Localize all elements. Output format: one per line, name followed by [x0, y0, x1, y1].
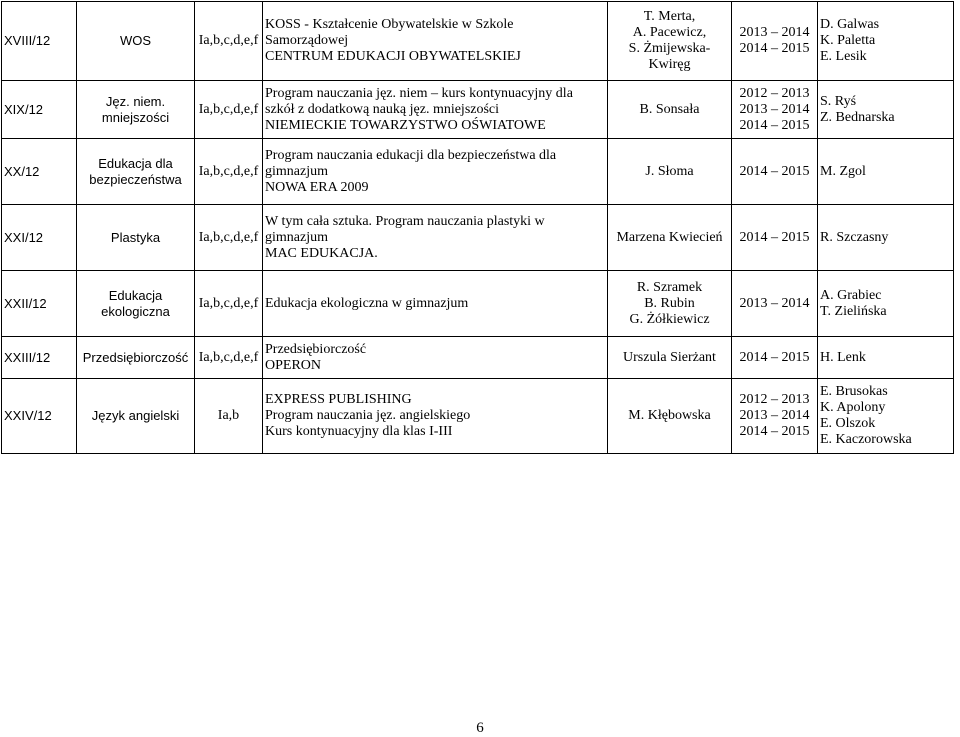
subject-cell [77, 139, 195, 205]
subject-cell [77, 337, 195, 379]
classes-cell: Ia,b,c,d,e,f [195, 81, 263, 139]
program-line: Program nauczania jęz. niem – kurs kontynuacyjny dla [265, 85, 573, 101]
approvers-line: T. Zielińska [820, 303, 887, 319]
years-line: 2012 – 2013 [739, 392, 810, 407]
years-line: 2014 – 2015 [739, 349, 810, 365]
subject-line: WOS [119, 33, 152, 48]
approvers-line: Z. Bednarska [820, 109, 895, 125]
subject-line: bezpieczeństwa [89, 171, 182, 187]
program-line: gimnazjum [265, 163, 328, 179]
row-number-cell: XIX/12 [2, 81, 77, 139]
row-number-cell: XX/12 [2, 139, 77, 205]
authors-line: J. Słoma [645, 163, 694, 179]
approvers-cell [818, 379, 954, 454]
years-line: 2014 – 2015 [739, 163, 810, 179]
years-line: 2012 – 2013 [739, 85, 810, 101]
table-row [2, 205, 954, 271]
program-line: Program nauczania jęz. angielskiego [265, 408, 471, 423]
program-line: Program nauczania edukacji dla bezpieczeństwa dla [265, 147, 557, 163]
program-line: MAC EDUKACJA. [265, 245, 378, 261]
program-line: Edukacja ekologiczna w gimnazjum [265, 295, 469, 311]
years-line: 2013 – 2014 [739, 408, 810, 423]
approvers-line: A. Grabiec [820, 287, 882, 303]
approvers-line: K. Apolony [820, 400, 886, 415]
years-line: 2013 – 2014 [739, 25, 810, 40]
subject-cell [77, 379, 195, 454]
program-cell [263, 271, 608, 337]
program-line: gimnazjum [265, 229, 328, 245]
row-number-cell: XXI/12 [2, 205, 77, 271]
approvers-line: H. Lenk [820, 349, 866, 365]
years-cell [732, 139, 818, 205]
years-cell [732, 271, 818, 337]
subject-line: Plastyka [110, 229, 161, 245]
authors-line: Kwiręg [648, 57, 691, 72]
program-line: Samorządowej [265, 33, 349, 48]
program-line: Kurs kontynuacyjny dla klas I-III [265, 424, 453, 439]
program-line: KOSS - Kształcenie Obywatelskie w Szkole [265, 17, 514, 32]
program-cell [263, 139, 608, 205]
classes-cell: Ia,b,c,d,e,f [195, 271, 263, 337]
authors-cell [608, 139, 732, 205]
authors-cell [608, 271, 732, 337]
subject-line: Język angielski [91, 408, 180, 423]
authors-line: G. Żółkiewicz [629, 311, 710, 327]
years-line: 2014 – 2015 [739, 229, 810, 245]
subject-cell [77, 2, 195, 81]
authors-line: B. Rubin [644, 295, 695, 311]
years-line: 2013 – 2014 [739, 101, 810, 117]
approvers-line: R. Szczasny [820, 229, 889, 245]
subject-cell [77, 81, 195, 139]
approvers-line: E. Kaczorowska [820, 432, 912, 447]
classes-cell: Ia,b [195, 379, 263, 454]
authors-line: T. Merta, [643, 9, 696, 24]
approvers-line: E. Lesik [820, 49, 867, 64]
years-line: 2014 – 2015 [739, 41, 810, 56]
years-cell [732, 81, 818, 139]
program-line: OPERON [265, 357, 322, 373]
program-line: EXPRESS PUBLISHING [265, 392, 412, 407]
approvers-cell [818, 2, 954, 81]
years-cell [732, 205, 818, 271]
approvers-cell [818, 337, 954, 379]
approvers-line: S. Ryś [820, 93, 857, 109]
subject-line: Przedsiębiorczość [82, 349, 189, 365]
years-cell [732, 379, 818, 454]
program-line: W tym cała sztuka. Program nauczania plastyki w [265, 213, 545, 229]
row-number-cell: XXIII/12 [2, 337, 77, 379]
table-row [2, 337, 954, 379]
program-line: NOWA ERA 2009 [265, 179, 369, 195]
approvers-cell [818, 139, 954, 205]
approvers-line: D. Galwas [820, 17, 880, 32]
subject-line: Edukacja [108, 287, 163, 303]
authors-line: A. Pacewicz, [632, 25, 707, 40]
program-cell [263, 379, 608, 454]
approvers-cell [818, 205, 954, 271]
authors-line: R. Szramek [636, 279, 703, 295]
years-line: 2014 – 2015 [739, 424, 810, 439]
subject-cell [77, 271, 195, 337]
table-row [2, 2, 954, 81]
program-line: Przedsiębiorczość [265, 341, 367, 357]
subject-line: ekologiczna [101, 303, 170, 319]
subject-line: mniejszości [101, 109, 170, 125]
authors-cell [608, 205, 732, 271]
authors-line: Marzena Kwiecień [616, 229, 723, 245]
authors-cell [608, 2, 732, 81]
program-cell [263, 2, 608, 81]
classes-cell: Ia,b,c,d,e,f [195, 337, 263, 379]
subject-line: Edukacja dla [98, 155, 173, 171]
program-line: NIEMIECKIE TOWARZYSTWO OŚWIATOWE [265, 117, 546, 133]
authors-cell [608, 379, 732, 454]
approvers-line: M. Zgol [820, 163, 866, 179]
approvers-cell [818, 271, 954, 337]
approvers-cell [818, 81, 954, 139]
authors-cell [608, 81, 732, 139]
years-line: 2013 – 2014 [739, 295, 810, 311]
years-cell [732, 2, 818, 81]
authors-line: M. Kłębowska [628, 408, 711, 423]
approvers-line: E. Olszok [820, 416, 876, 431]
approvers-line: E. Brusokas [820, 384, 888, 399]
table-row [2, 379, 954, 454]
classes-cell: Ia,b,c,d,e,f [195, 205, 263, 271]
program-line: CENTRUM EDUKACJI OBYWATELSKIEJ [265, 49, 521, 64]
years-cell [732, 337, 818, 379]
row-number-cell: XXII/12 [2, 271, 77, 337]
program-line: szkół z dodatkową nauką jęz. mniejszości [265, 101, 500, 117]
curriculum-table [1, 1, 954, 454]
years-line: 2014 – 2015 [739, 117, 810, 133]
subject-cell [77, 205, 195, 271]
authors-cell [608, 337, 732, 379]
authors-line: Urszula Sierżant [623, 349, 716, 365]
program-cell [263, 337, 608, 379]
program-cell [263, 205, 608, 271]
table-row [2, 271, 954, 337]
table-row [2, 81, 954, 139]
subject-line: Jęz. niem. [105, 93, 166, 109]
row-number-cell: XXIV/12 [2, 379, 77, 454]
classes-cell: Ia,b,c,d,e,f [195, 139, 263, 205]
program-cell [263, 81, 608, 139]
row-number-cell: XVIII/12 [2, 2, 77, 81]
page-number: 6 [476, 720, 484, 736]
approvers-line: K. Paletta [820, 33, 876, 48]
authors-line: S. Żmijewska- [628, 41, 711, 56]
authors-line: B. Sonsała [639, 101, 700, 117]
classes-cell: Ia,b,c,d,e,f [195, 2, 263, 81]
table-row [2, 139, 954, 205]
